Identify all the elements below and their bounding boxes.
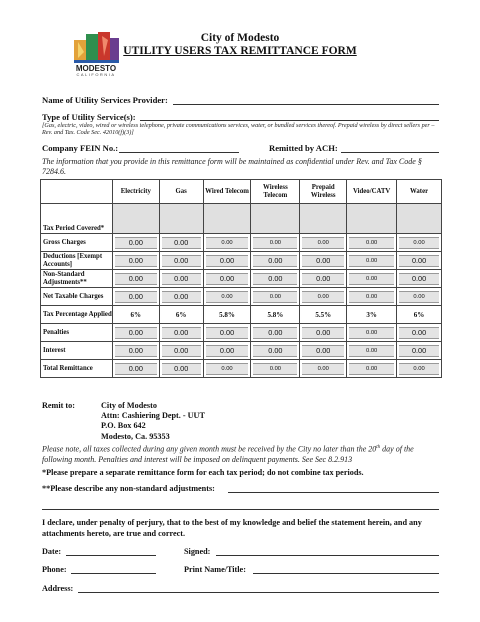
- amount-input[interactable]: 0.00: [302, 255, 344, 267]
- column-header-blank: [41, 180, 113, 204]
- logo-name: MODESTO: [75, 64, 117, 73]
- table-cell: [300, 324, 347, 342]
- amount-input[interactable]: 0.00: [253, 363, 297, 375]
- remit-line: City of Modesto: [101, 401, 157, 410]
- table-cell: [159, 360, 203, 378]
- tax-rate: 3%: [366, 310, 377, 319]
- table-row: [41, 306, 442, 324]
- row-label: Penalties: [41, 324, 113, 342]
- amount-input[interactable]: 0.00: [349, 345, 394, 357]
- provider-label: Name of Utility Services Provider:: [42, 95, 168, 105]
- amount-input[interactable]: 0.00: [349, 255, 394, 267]
- form-title: UTILITY USERS TAX REMITTANCE FORM: [123, 45, 357, 57]
- amount-input[interactable]: 0.00: [399, 327, 439, 339]
- amount-input[interactable]: 0.00: [349, 273, 394, 285]
- table-cell: [112, 324, 159, 342]
- table-cell: [203, 288, 251, 306]
- deadline-text-a: Please note, all taxes collected during any given month must be received by the City no later than the 20: [42, 444, 377, 454]
- table-cell: [159, 306, 203, 324]
- table-row: [41, 270, 442, 288]
- table-cell: [112, 360, 159, 378]
- adjustments-field-line2[interactable]: [42, 509, 439, 510]
- amount-input[interactable]: 0.00: [162, 363, 201, 375]
- service-types-label: Type of Utility Service(s):: [42, 112, 136, 122]
- table-cell: [300, 342, 347, 360]
- table-cell: [203, 360, 251, 378]
- table-cell: [347, 342, 397, 360]
- remit-line: Modesto, Ca. 95353: [101, 431, 170, 441]
- amount-input[interactable]: 0.00: [206, 363, 249, 375]
- amount-input[interactable]: 0.00: [302, 345, 344, 357]
- provider-field[interactable]: [173, 104, 439, 105]
- table-cell: [347, 270, 397, 288]
- column-header: Water: [397, 180, 442, 204]
- deadline-text-b: day of the following month. Penalties and interest will be imposed on delinquent payments. See Sec 8.2.913: [42, 444, 414, 465]
- remittance-table: [40, 179, 442, 378]
- row-label: Non-Standard Adjustments**: [41, 270, 113, 288]
- table-row: [41, 234, 442, 252]
- table-cell: [397, 342, 442, 360]
- amount-input[interactable]: 0.00: [206, 237, 249, 249]
- table-cell: [112, 288, 159, 306]
- deadline-sup: th: [376, 445, 381, 450]
- amount-input[interactable]: 0.00: [115, 345, 157, 357]
- table-cell: [347, 234, 397, 252]
- amount-input[interactable]: 0.00: [349, 291, 394, 303]
- table-row: [41, 360, 442, 378]
- signed-label: Signed:: [184, 547, 211, 556]
- amount-input[interactable]: 0.00: [253, 273, 297, 285]
- table-cell: [251, 324, 300, 342]
- tax-rate: 6%: [130, 310, 142, 319]
- confidential-note: The information that you provide in this remittance form will be maintained as confidential under Rev. and Tax Code § 7284.6.: [42, 157, 422, 176]
- column-header: Electricity: [112, 180, 159, 204]
- tax-rate: 5.5%: [315, 310, 332, 319]
- row-label: Net Taxable Charges: [41, 288, 113, 306]
- declaration: I declare, under penalty of perjury, that to the best of my knowledge and belief the statement herein, and any attachments hereto, are true and correct.: [42, 518, 422, 538]
- table-cell: [300, 252, 347, 270]
- row-label: Interest: [41, 342, 113, 360]
- table-cell: [251, 288, 300, 306]
- amount-input[interactable]: 0.00: [302, 327, 344, 339]
- table-cell: [203, 306, 251, 324]
- amount-input[interactable]: 0.00: [302, 237, 344, 249]
- amount-input[interactable]: 0.00: [253, 255, 297, 267]
- table-cell: [397, 234, 442, 252]
- table-cell: [159, 288, 203, 306]
- remit-line: Attn: Cashiering Dept. - UUT: [101, 411, 205, 421]
- table-cell: [203, 270, 251, 288]
- table-header-row: [41, 180, 442, 204]
- fein-label: Company FEIN No.:: [42, 143, 119, 153]
- table-row: [41, 288, 442, 306]
- table-cell: [112, 270, 159, 288]
- amount-input[interactable]: 0.00: [162, 345, 201, 357]
- separate-form-note: *Please prepare a separate remittance form for each tax period; do not combine tax periods.: [42, 468, 364, 477]
- amount-input[interactable]: 0.00: [206, 327, 249, 339]
- table-row: [41, 342, 442, 360]
- table-cell: [159, 234, 203, 252]
- ach-field[interactable]: [341, 152, 439, 153]
- amount-input[interactable]: 0.00: [162, 255, 201, 267]
- amount-input[interactable]: 0.00: [399, 255, 439, 267]
- fein-field[interactable]: [119, 152, 239, 153]
- amount-input[interactable]: 0.00: [349, 237, 394, 249]
- amount-input[interactable]: 0.00: [302, 291, 344, 303]
- amount-input[interactable]: 0.00: [253, 327, 297, 339]
- adjustments-label: **Please describe any non-standard adjustments:: [42, 484, 215, 493]
- amount-input[interactable]: 0.00: [206, 273, 249, 285]
- column-header: Wired Telecom: [203, 180, 251, 204]
- address-field[interactable]: [78, 592, 439, 593]
- amount-input[interactable]: 0.00: [115, 255, 157, 267]
- tax-period-cell[interactable]: [300, 204, 347, 234]
- table-cell: [347, 252, 397, 270]
- table-cell: [112, 252, 159, 270]
- amount-input[interactable]: 0.00: [206, 345, 249, 357]
- phone-field[interactable]: [71, 573, 156, 574]
- table-cell: [159, 270, 203, 288]
- amount-input[interactable]: 0.00: [253, 345, 297, 357]
- table-cell: [203, 234, 251, 252]
- table-row: [41, 324, 442, 342]
- column-header: Video/CATV: [347, 180, 397, 204]
- date-label: Date:: [42, 547, 62, 556]
- tax-period-cell[interactable]: [397, 204, 442, 234]
- tax-rate: 5.8%: [219, 310, 235, 319]
- tax-period-cell[interactable]: [251, 204, 300, 234]
- table-cell: [159, 324, 203, 342]
- signed-field[interactable]: [216, 555, 439, 556]
- logo-subtitle: CALIFORNIA: [76, 72, 116, 77]
- date-field[interactable]: [66, 555, 156, 556]
- table-cell: [397, 252, 442, 270]
- ach-label: Remitted by ACH:: [269, 143, 338, 153]
- table-cell: [112, 234, 159, 252]
- table-cell: [159, 252, 203, 270]
- table-cell: [251, 270, 300, 288]
- tax-period-cell[interactable]: [112, 204, 159, 234]
- table-cell: [347, 360, 397, 378]
- tax-rate: 6%: [175, 310, 187, 319]
- row-label: Total Remittance: [41, 360, 113, 378]
- city-title: City of Modesto: [200, 32, 280, 44]
- tax-period-cell[interactable]: [347, 204, 397, 234]
- row-label: Tax Percentage Applied: [41, 306, 113, 324]
- amount-input[interactable]: 0.00: [399, 237, 439, 249]
- amount-input[interactable]: 0.00: [399, 363, 439, 375]
- remit-line: P.O. Box 642: [101, 421, 146, 431]
- amount-input[interactable]: 0.00: [253, 291, 297, 303]
- amount-input[interactable]: 0.00: [349, 327, 394, 339]
- table-cell: [251, 342, 300, 360]
- table-cell: [347, 306, 397, 324]
- print-name-field[interactable]: [253, 573, 439, 574]
- table-row: [41, 252, 442, 270]
- amount-input[interactable]: 0.00: [162, 291, 201, 303]
- amount-input[interactable]: 0.00: [399, 273, 439, 285]
- table-cell: [300, 234, 347, 252]
- table-cell: [251, 360, 300, 378]
- adjustments-field[interactable]: [228, 492, 439, 493]
- column-header: Wireless Telecom: [251, 180, 300, 204]
- table-cell: [300, 270, 347, 288]
- row-label: Deductions [Exempt Accounts]: [41, 252, 113, 270]
- tax-rate: 6%: [413, 310, 425, 319]
- table-cell: [347, 324, 397, 342]
- amount-input[interactable]: 0.00: [302, 273, 344, 285]
- service-types-field[interactable]: [140, 120, 439, 121]
- table-cell: [203, 324, 251, 342]
- amount-input[interactable]: 0.00: [206, 291, 249, 303]
- table-cell: [397, 324, 442, 342]
- amount-input[interactable]: 0.00: [115, 291, 157, 303]
- service-types-note: [Gas, electric, video, wired or wireless telephone, private communications services, water, or bundled services thereof. Prepaid wireless by direct sellers per – Rev. and Tax. Code Sec. 42010(f)(3)]: [42, 122, 435, 137]
- amount-input[interactable]: 0.00: [206, 255, 249, 267]
- table-cell: [397, 270, 442, 288]
- table-cell: [397, 288, 442, 306]
- address-label: Address:: [42, 584, 74, 593]
- remit-label: Remit to:: [42, 401, 75, 410]
- amount-input[interactable]: 0.00: [162, 273, 201, 285]
- column-header: Prepaid Wireless: [300, 180, 347, 204]
- amount-input[interactable]: 0.00: [115, 327, 157, 339]
- table-cell: [300, 360, 347, 378]
- table-cell: [112, 306, 159, 324]
- remit-address: [101, 401, 205, 442]
- amount-input[interactable]: 0.00: [115, 237, 157, 249]
- tax-period-cell[interactable]: [203, 204, 251, 234]
- table-cell: [112, 342, 159, 360]
- table-cell: [397, 360, 442, 378]
- deadline-note: [42, 443, 442, 466]
- print-name-label: Print Name/Title:: [184, 565, 246, 574]
- tax-rate: 5.8%: [267, 310, 284, 319]
- tax-period-cell[interactable]: [159, 204, 203, 234]
- amount-input[interactable]: 0.00: [349, 363, 394, 375]
- table-cell: [203, 252, 251, 270]
- amount-input[interactable]: 0.00: [115, 273, 157, 285]
- table-cell: [300, 288, 347, 306]
- amount-input[interactable]: 0.00: [162, 237, 201, 249]
- table-cell: [397, 306, 442, 324]
- table-cell: [251, 234, 300, 252]
- table-cell: [203, 342, 251, 360]
- table-cell: [300, 306, 347, 324]
- amount-input[interactable]: 0.00: [115, 363, 157, 375]
- table-cell: [347, 288, 397, 306]
- row-label: Tax Period Covered*: [41, 204, 113, 234]
- table-cell: [251, 306, 300, 324]
- table-cell: [251, 252, 300, 270]
- column-header: Gas: [159, 180, 203, 204]
- table-cell: [159, 342, 203, 360]
- phone-label: Phone:: [42, 565, 67, 574]
- amount-input[interactable]: 0.00: [253, 237, 297, 249]
- amount-input[interactable]: 0.00: [162, 327, 201, 339]
- row-label: Gross Charges: [41, 234, 113, 252]
- amount-input[interactable]: 0.00: [399, 291, 439, 303]
- amount-input[interactable]: 0.00: [399, 345, 439, 357]
- amount-input[interactable]: 0.00: [302, 363, 344, 375]
- table-row: [41, 204, 442, 234]
